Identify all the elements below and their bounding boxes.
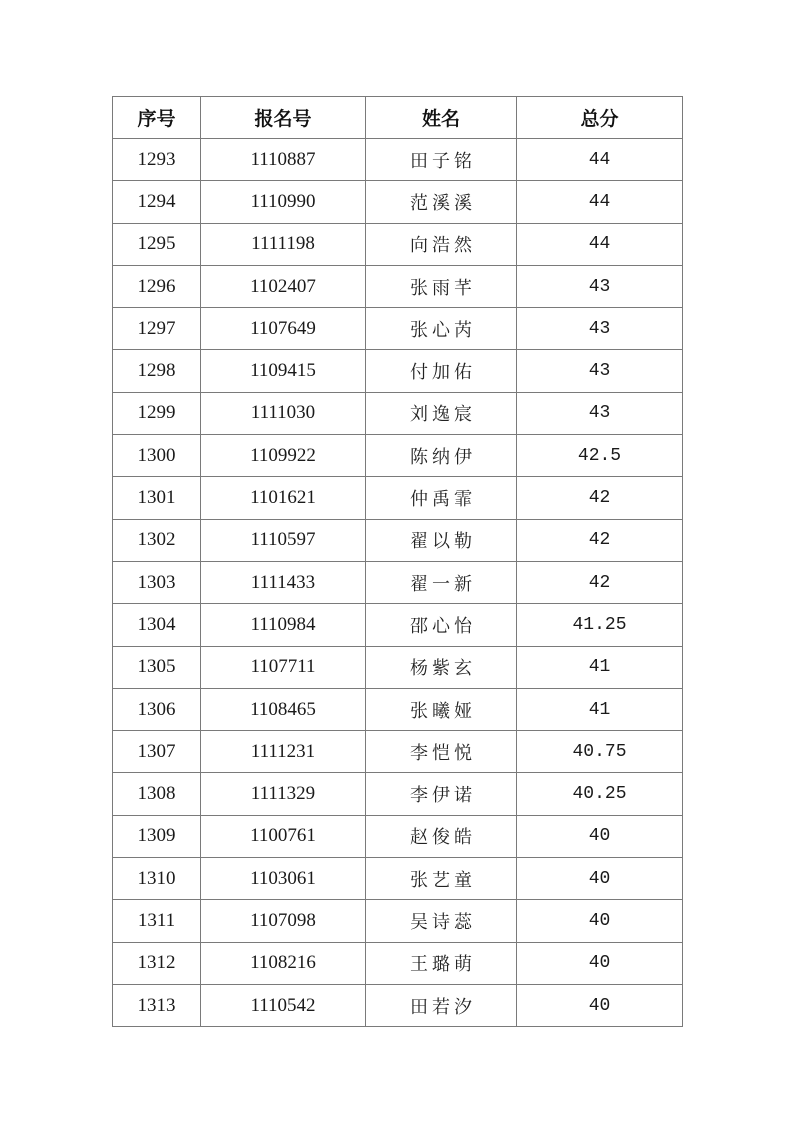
cell-reg-no: 1108216 <box>201 942 366 984</box>
cell-name: 邵心怡 <box>366 604 517 646</box>
cell-reg-no: 1109922 <box>201 435 366 477</box>
cell-total: 40 <box>517 858 683 900</box>
table-body <box>113 139 683 1027</box>
table-row <box>113 942 683 984</box>
table-row <box>113 604 683 646</box>
cell-name: 陈纳伊 <box>366 435 517 477</box>
cell-name: 范溪溪 <box>366 181 517 223</box>
cell-name: 张曦娅 <box>366 688 517 730</box>
cell-name: 翟一新 <box>366 561 517 603</box>
cell-seq: 1313 <box>113 984 201 1026</box>
table-row <box>113 900 683 942</box>
header-name: 姓名 <box>366 97 517 139</box>
cell-reg-no: 1110990 <box>201 181 366 223</box>
cell-reg-no: 1109415 <box>201 350 366 392</box>
cell-name: 王璐萌 <box>366 942 517 984</box>
table-row <box>113 561 683 603</box>
cell-reg-no: 1107711 <box>201 646 366 688</box>
table-row <box>113 392 683 434</box>
cell-total: 43 <box>517 350 683 392</box>
cell-seq: 1303 <box>113 561 201 603</box>
cell-total: 40.75 <box>517 731 683 773</box>
cell-reg-no: 1111030 <box>201 392 366 434</box>
cell-total: 41 <box>517 688 683 730</box>
cell-total: 40 <box>517 815 683 857</box>
cell-seq: 1295 <box>113 223 201 265</box>
cell-total: 42 <box>517 519 683 561</box>
table-row <box>113 519 683 561</box>
cell-total: 43 <box>517 308 683 350</box>
cell-name: 吴诗蕊 <box>366 900 517 942</box>
cell-name: 田若汐 <box>366 984 517 1026</box>
cell-reg-no: 1107098 <box>201 900 366 942</box>
table-row <box>113 646 683 688</box>
cell-seq: 1308 <box>113 773 201 815</box>
table-row <box>113 477 683 519</box>
cell-name: 张心芮 <box>366 308 517 350</box>
cell-reg-no: 1111231 <box>201 731 366 773</box>
header-seq: 序号 <box>113 97 201 139</box>
cell-name: 向浩然 <box>366 223 517 265</box>
cell-reg-no: 1100761 <box>201 815 366 857</box>
cell-name: 张雨芊 <box>366 265 517 307</box>
cell-total: 40.25 <box>517 773 683 815</box>
cell-seq: 1299 <box>113 392 201 434</box>
cell-reg-no: 1102407 <box>201 265 366 307</box>
cell-reg-no: 1110887 <box>201 139 366 181</box>
cell-reg-no: 1110984 <box>201 604 366 646</box>
cell-reg-no: 1103061 <box>201 858 366 900</box>
cell-name: 张艺童 <box>366 858 517 900</box>
cell-name: 杨紫玄 <box>366 646 517 688</box>
table-row <box>113 181 683 223</box>
cell-seq: 1304 <box>113 604 201 646</box>
header-reg-no: 报名号 <box>201 97 366 139</box>
cell-seq: 1302 <box>113 519 201 561</box>
table-row <box>113 350 683 392</box>
cell-name: 李伊诺 <box>366 773 517 815</box>
cell-name: 刘逸宸 <box>366 392 517 434</box>
cell-total: 41 <box>517 646 683 688</box>
table-row <box>113 265 683 307</box>
score-table <box>112 96 683 1027</box>
cell-total: 41.25 <box>517 604 683 646</box>
cell-seq: 1300 <box>113 435 201 477</box>
cell-total: 40 <box>517 984 683 1026</box>
table-row <box>113 688 683 730</box>
cell-seq: 1294 <box>113 181 201 223</box>
cell-reg-no: 1111198 <box>201 223 366 265</box>
cell-reg-no: 1108465 <box>201 688 366 730</box>
cell-name: 付加佑 <box>366 350 517 392</box>
cell-seq: 1309 <box>113 815 201 857</box>
cell-seq: 1297 <box>113 308 201 350</box>
header-row <box>113 97 683 139</box>
table-row <box>113 815 683 857</box>
cell-seq: 1311 <box>113 900 201 942</box>
cell-total: 44 <box>517 139 683 181</box>
table-row <box>113 308 683 350</box>
cell-name: 李恺悦 <box>366 731 517 773</box>
cell-seq: 1296 <box>113 265 201 307</box>
cell-total: 44 <box>517 223 683 265</box>
table-row <box>113 223 683 265</box>
cell-name: 仲禹霏 <box>366 477 517 519</box>
cell-name: 赵俊皓 <box>366 815 517 857</box>
cell-seq: 1301 <box>113 477 201 519</box>
cell-reg-no: 1111433 <box>201 561 366 603</box>
cell-total: 43 <box>517 265 683 307</box>
cell-total: 42.5 <box>517 435 683 477</box>
cell-reg-no: 1101621 <box>201 477 366 519</box>
cell-reg-no: 1110597 <box>201 519 366 561</box>
cell-seq: 1298 <box>113 350 201 392</box>
cell-total: 43 <box>517 392 683 434</box>
cell-reg-no: 1110542 <box>201 984 366 1026</box>
table-row <box>113 435 683 477</box>
cell-total: 40 <box>517 900 683 942</box>
cell-name: 翟以勒 <box>366 519 517 561</box>
cell-total: 44 <box>517 181 683 223</box>
cell-seq: 1293 <box>113 139 201 181</box>
cell-total: 42 <box>517 561 683 603</box>
cell-reg-no: 1111329 <box>201 773 366 815</box>
cell-reg-no: 1107649 <box>201 308 366 350</box>
header-total: 总分 <box>517 97 683 139</box>
table-row <box>113 858 683 900</box>
cell-total: 40 <box>517 942 683 984</box>
table-header <box>113 97 683 139</box>
cell-total: 42 <box>517 477 683 519</box>
table-row <box>113 984 683 1026</box>
table-row <box>113 139 683 181</box>
cell-name: 田子铭 <box>366 139 517 181</box>
cell-seq: 1307 <box>113 731 201 773</box>
cell-seq: 1312 <box>113 942 201 984</box>
table-row <box>113 731 683 773</box>
table-row <box>113 773 683 815</box>
cell-seq: 1305 <box>113 646 201 688</box>
cell-seq: 1306 <box>113 688 201 730</box>
cell-seq: 1310 <box>113 858 201 900</box>
